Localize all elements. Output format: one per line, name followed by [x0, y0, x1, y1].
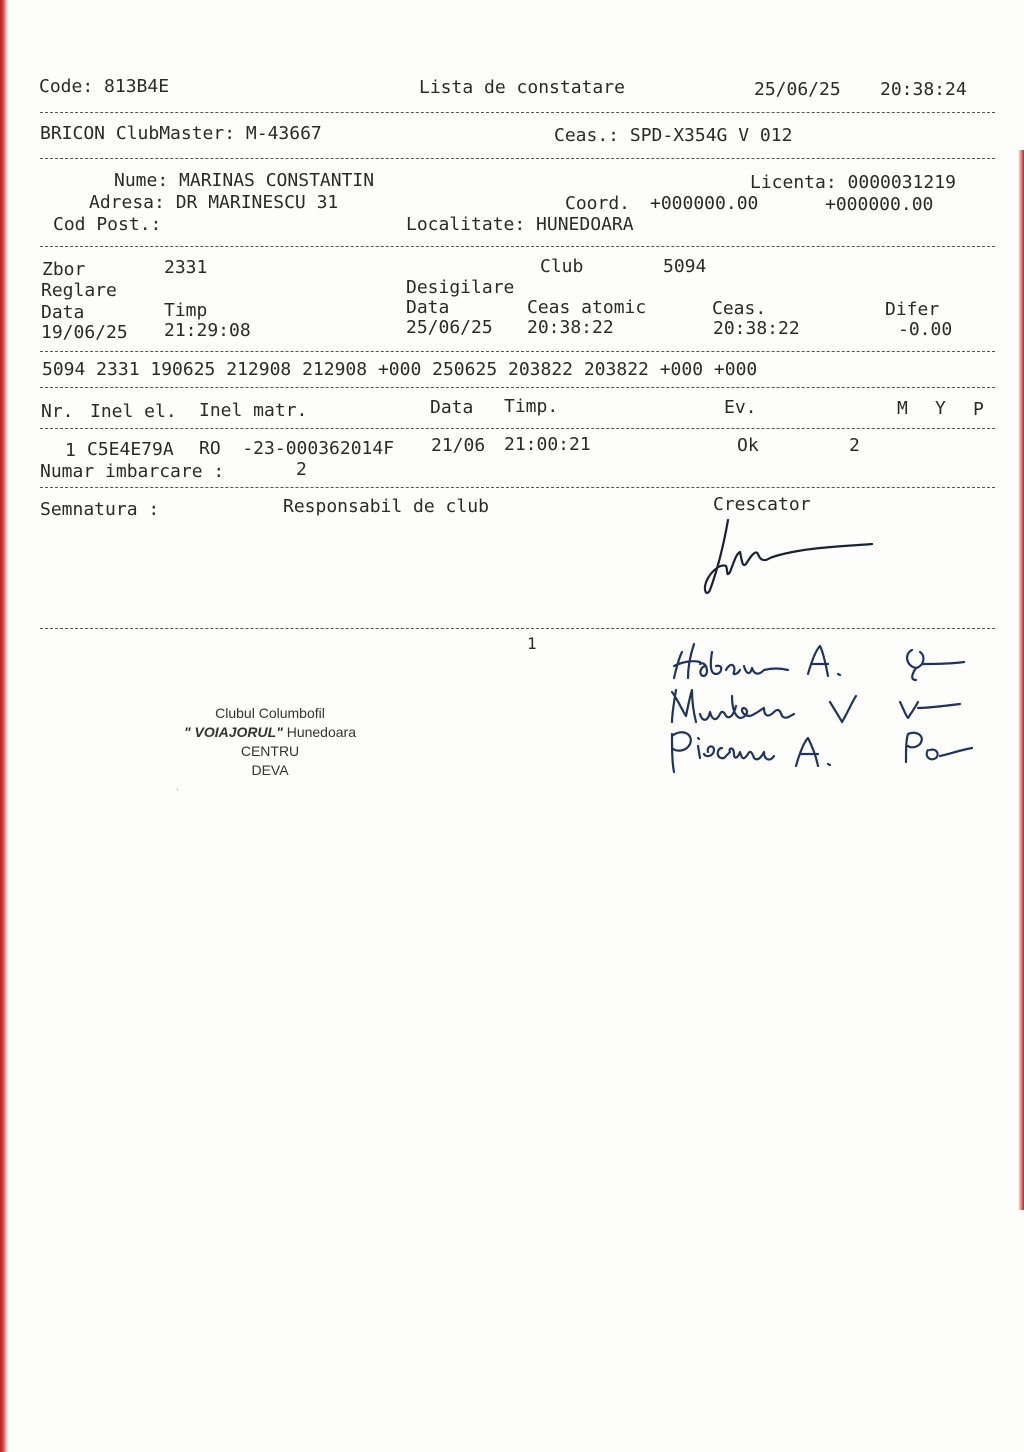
row-nr: 1 — [65, 440, 76, 461]
committee-signatures — [660, 630, 980, 790]
club-label: Club — [540, 256, 584, 277]
separator-line — [40, 387, 995, 388]
boarding-label: Numar imbarcare : — [40, 461, 225, 482]
row-ev: Ok — [737, 435, 759, 456]
col-header-inel-matr: Inel matr. — [199, 400, 308, 421]
difference-label: Difer — [885, 299, 940, 320]
paper-edge-left — [0, 0, 8, 1452]
desigilare-date: 25/06/25 — [406, 317, 493, 338]
club-number: 5094 — [663, 256, 707, 277]
page-number: 1 — [527, 634, 537, 653]
owner-address: Adresa: DR MARINESCU 31 — [89, 192, 339, 213]
separator-line — [40, 628, 995, 629]
owner-license: Licenta: 0000031219 — [750, 172, 956, 193]
reglare-date-label: Data — [41, 302, 85, 323]
stamp-line-4: DEVA — [251, 762, 289, 778]
postal-code-label: Cod Post.: — [53, 214, 162, 235]
boarding-count: 2 — [296, 459, 307, 480]
coord-label: Coord. — [565, 193, 631, 214]
col-header-inel-el: Inel el. — [90, 401, 177, 422]
desigilare-label: Desigilare — [406, 277, 515, 298]
flight-label: Zbor — [42, 259, 86, 280]
reglare-label: Reglare — [41, 280, 117, 301]
breeder-signature — [700, 508, 880, 598]
separator-line — [40, 428, 995, 429]
row-data: 21/06 — [431, 435, 486, 456]
club-responsible-label: Responsabil de club — [283, 496, 489, 517]
coord-y: +000000.00 — [825, 194, 934, 215]
clock-id: Ceas.: SPD-X354G V 012 — [554, 125, 793, 146]
stamp-club-name: " VOIAJORUL" — [183, 724, 283, 740]
signature-label: Semnatura : — [40, 499, 160, 520]
atomic-clock-time: 20:38:22 — [527, 317, 614, 338]
separator-line — [40, 487, 995, 488]
stamp-city: Hunedoara — [282, 724, 356, 740]
col-header-data: Data — [430, 397, 474, 418]
coord-x: +000000.00 — [650, 193, 759, 214]
row-m: 2 — [849, 435, 860, 456]
row-inel-el: C5E4E79A — [87, 439, 174, 460]
owner-locality: Localitate: HUNEDOARA — [406, 214, 634, 235]
col-header-y: Y — [935, 398, 946, 419]
atomic-clock-label: Ceas atomic — [527, 297, 647, 318]
stamp-line-2 — [160, 723, 380, 742]
document-title: Lista de constatare — [419, 77, 625, 98]
desigilare-date-label: Data — [406, 297, 450, 318]
print-date: 25/06/25 — [754, 79, 841, 100]
flight-number: 2331 — [164, 257, 208, 278]
clock-time: 20:38:22 — [713, 318, 800, 339]
separator-line — [40, 158, 995, 159]
document-code: Code: 813B4E — [39, 76, 170, 97]
stamp-line-1: Clubul Columbofil — [215, 705, 325, 721]
print-time: 20:38:24 — [880, 79, 967, 100]
col-header-nr: Nr. — [41, 401, 74, 422]
separator-line — [40, 351, 995, 352]
reglare-date: 19/06/25 — [41, 322, 128, 343]
row-inel-matr: RO -23-000362014F — [199, 438, 395, 459]
clubmaster-id: BRICON ClubMaster: M-43667 — [40, 123, 322, 144]
clock-label: Ceas. — [712, 298, 767, 319]
paper-edge-right — [1018, 150, 1024, 1210]
club-stamp — [160, 704, 380, 780]
owner-name: Nume: MARINAS CONSTANTIN — [114, 170, 375, 191]
col-header-ev: Ev. — [724, 397, 757, 418]
reglare-time-label: Timp — [164, 300, 208, 321]
col-header-timp: Timp. — [504, 396, 559, 417]
separator-line — [40, 246, 995, 247]
col-header-m: M — [897, 398, 908, 419]
separator-line — [40, 112, 995, 113]
paper-speck: . — [175, 783, 180, 792]
reglare-time: 21:29:08 — [164, 320, 251, 341]
col-header-p: P — [973, 399, 984, 420]
breeder-label: Crescator — [713, 494, 811, 515]
row-timp: 21:00:21 — [504, 434, 591, 455]
clock-difference: -0.00 — [898, 319, 953, 340]
encoded-data-line: 5094 2331 190625 212908 212908 +000 250625 203822 203822 +000 +000 — [42, 359, 758, 380]
stamp-line-3: CENTRU — [240, 743, 300, 759]
